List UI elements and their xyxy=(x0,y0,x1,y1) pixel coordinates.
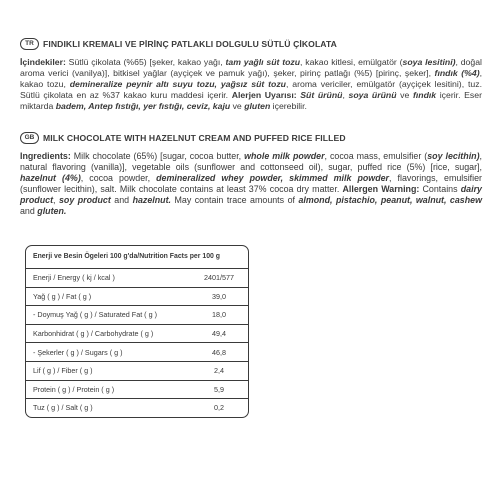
english-section xyxy=(20,131,482,218)
nutrition-row xyxy=(26,362,248,381)
text-run: Allergen Warning: xyxy=(342,184,420,195)
nutrition-table xyxy=(25,245,249,418)
nutrition-row xyxy=(26,269,248,288)
turkish-product-title: FINDIKLI KREMALI VE PİRİNÇ PATLAKLI DOLGULU SÜTLÜ ÇİKOLATA xyxy=(43,39,337,49)
text-run: soya lesitini) xyxy=(402,57,456,67)
text-run: fındık (%4) xyxy=(434,67,480,78)
nutrient-label: Yağ ( g ) / Fat ( g ) xyxy=(33,291,92,301)
text-run: almond, pistachio, peanut, walnut, cashew xyxy=(298,195,482,206)
text-run: içerebilir. xyxy=(270,100,307,111)
nutrient-value: 5,9 xyxy=(214,384,224,394)
text-run: Süt ürünü xyxy=(300,89,343,100)
text-run: Alerjen Uyarısı: xyxy=(231,89,297,100)
nutrient-value: 46,8 xyxy=(212,347,226,357)
text-run: whole milk powder xyxy=(244,151,325,161)
text-run: gluten xyxy=(244,100,271,111)
turkish-heading xyxy=(20,37,482,51)
text-run: , kakao kitlesi, emülgatör ( xyxy=(300,57,403,67)
text-run: and xyxy=(20,206,38,217)
text-run: , cocoa powder, xyxy=(80,173,157,184)
nutrient-value: 2401/577 xyxy=(204,273,234,283)
english-product-title: MILK CHOCOLATE WITH HAZELNUT CREAM AND PUFFED RICE FILLED xyxy=(43,133,346,143)
nutrient-label: - Doymuş Yağ ( g ) / Saturated Fat ( g ) xyxy=(33,310,157,320)
nutrition-row xyxy=(26,306,248,325)
language-badge-tr: TR xyxy=(20,38,39,50)
nutrient-label: Enerji / Energy ( kj / kcal ) xyxy=(33,273,115,283)
nutrient-label: Tuz ( g ) / Salt ( g ) xyxy=(33,403,93,413)
text-run: badem, Antep fıstığı, yer fıstığı, ceviz, kaju xyxy=(55,100,231,111)
nutrition-table-body xyxy=(26,269,248,417)
text-run: soya ürünü xyxy=(348,89,397,100)
nutrient-value: 39,0 xyxy=(212,291,226,301)
text-run: , doğal aroma verici (vanilya)], bitkisel yağlar (ayçiçek ve pamuk yağı), şeker, pirinç patlağı (%5) [pirinç, şeker], xyxy=(20,57,482,78)
nutrition-row xyxy=(26,343,248,362)
text-run: , xyxy=(53,195,59,206)
text-run: hazelnut. xyxy=(132,195,172,206)
english-ingredients-text xyxy=(20,151,482,218)
text-run: May contain trace amounts of xyxy=(171,195,299,206)
nutrient-value: 49,4 xyxy=(212,329,226,339)
turkish-section xyxy=(20,37,482,112)
text-run: soy lecithin) xyxy=(427,151,480,161)
nutrition-row xyxy=(26,288,248,307)
text-run: Sütlü çikolata (%65) [şeker, kakao yağı, xyxy=(65,57,226,67)
nutrient-label: - Şekerler ( g ) / Sugars ( g ) xyxy=(33,347,123,357)
text-run: tam yağlı süt tozu xyxy=(225,57,301,67)
nutrition-row xyxy=(26,381,248,400)
text-run: Contains xyxy=(419,184,461,195)
nutrient-label: Karbonhidrat ( g ) / Carbohydrate ( g ) xyxy=(33,329,154,339)
text-run: , xyxy=(342,89,349,100)
text-run: demineralize peynir altı suyu tozu, yağsız süt tozu xyxy=(69,78,286,89)
turkish-ingredients-text xyxy=(20,57,482,112)
text-run: ve xyxy=(230,100,245,111)
text-run: Ingredients: xyxy=(20,151,71,161)
text-run: fındık xyxy=(412,89,437,100)
nutrition-table-header: Enerji ve Besin Ögeleri 100 g'da/Nutrition Facts per 100 g xyxy=(26,246,248,269)
text-run: , cocoa mass, emulsifier ( xyxy=(324,151,428,161)
text-run: hazelnut (4%) xyxy=(20,173,81,184)
nutrient-value: 0,2 xyxy=(214,403,224,413)
language-badge-gb: GB xyxy=(20,132,39,144)
english-heading xyxy=(20,131,482,145)
text-run: Milk chocolate (65%) [sugar, cocoa butter, xyxy=(70,151,245,161)
text-run: , aroma vericiler, emülgatör (ayçiçek lesitini), tuz. Sütlü çikolata en az %37 kakao kuru maddesi içerir. xyxy=(20,78,482,100)
nutrient-label: Lif ( g ) / Fiber ( g ) xyxy=(33,366,93,376)
nutrient-value: 2,4 xyxy=(214,366,224,376)
text-run: and xyxy=(110,195,133,206)
text-run: İçindekiler: xyxy=(20,57,66,67)
text-run: , natural flavoring (vanilla)], vegetable oils (sunflower and cottonseed oil), sugar, puffed rice (5%) [rice, sugar], xyxy=(20,151,482,173)
nutrient-value: 18,0 xyxy=(212,310,226,320)
text-run: içerir. Eser miktarda xyxy=(20,89,482,111)
text-run: soy product xyxy=(58,195,111,206)
text-run: gluten. xyxy=(37,206,67,217)
text-run: dairy product xyxy=(20,184,482,206)
text-run: ve xyxy=(396,89,413,100)
nutrition-row xyxy=(26,325,248,344)
nutrient-label: Protein ( g ) / Protein ( g ) xyxy=(33,384,115,394)
text-run: , flavorings, emulsifier (sunflower lecithin), salt. Milk chocolate contains at least 37% cocoa dry matter. xyxy=(20,173,482,195)
text-run: , kakao tozu, xyxy=(20,67,483,89)
text-run: demineralized whey powder, skimmed milk powder xyxy=(156,173,390,184)
nutrition-row xyxy=(26,399,248,417)
